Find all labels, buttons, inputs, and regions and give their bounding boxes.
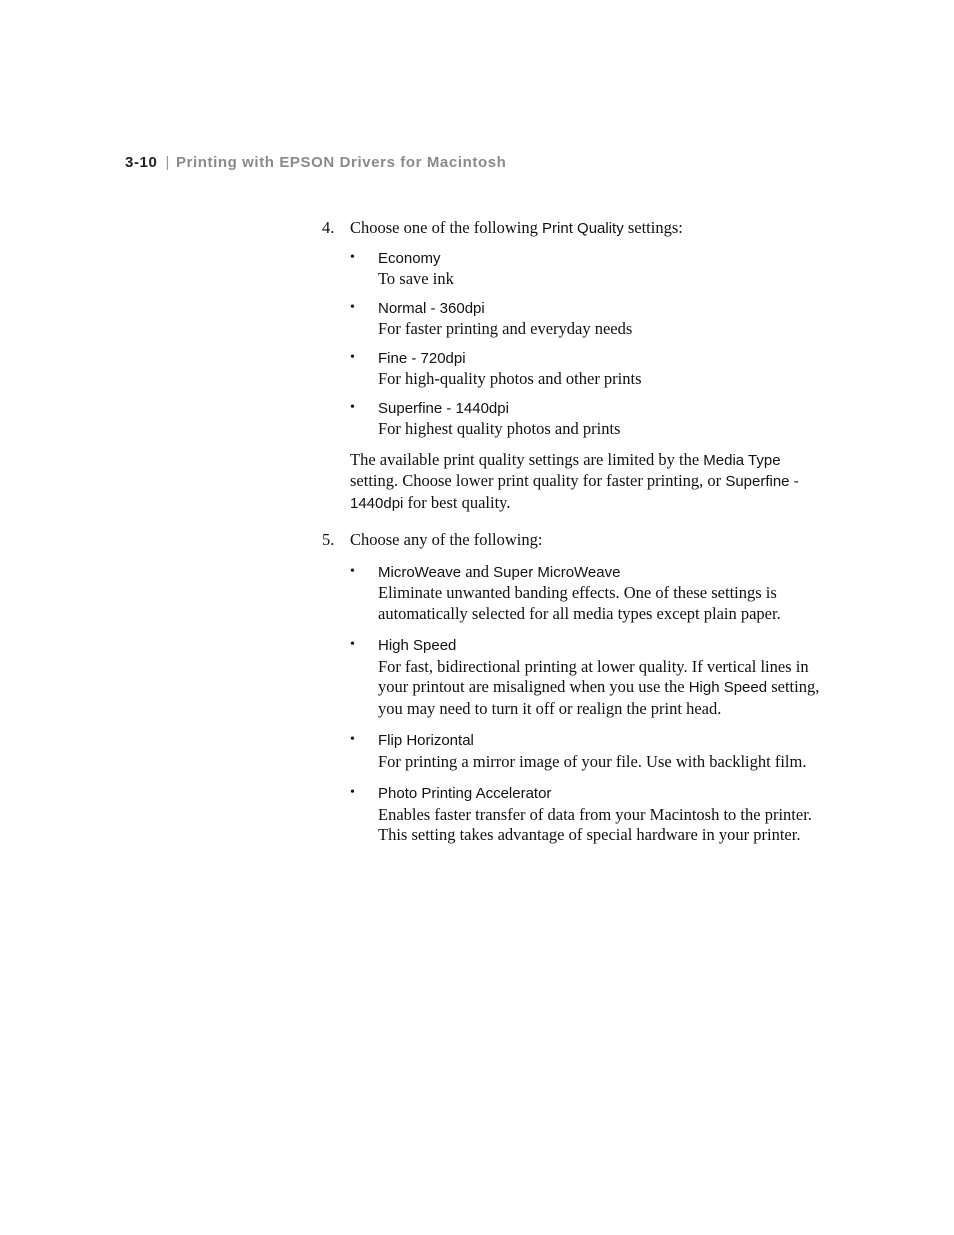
option-description: For high-quality photos and other prints bbox=[378, 369, 642, 388]
bullet-icon: • bbox=[350, 299, 355, 315]
step-number: 4. bbox=[322, 218, 335, 237]
option-label: MicroWeave bbox=[378, 563, 462, 581]
page-body bbox=[322, 218, 832, 846]
term-superfine: Superfine - 1440dpi bbox=[350, 473, 799, 512]
option-label: Economy bbox=[378, 249, 441, 267]
step-number: 5. bbox=[322, 530, 335, 549]
list-item bbox=[350, 298, 832, 340]
step-4 bbox=[322, 218, 832, 514]
option-label: Superfine - 1440dpi bbox=[378, 399, 509, 417]
intro-text-end: settings: bbox=[623, 218, 683, 237]
step-intro bbox=[350, 218, 832, 240]
print-quality-list bbox=[350, 248, 832, 440]
option-label: High Speed bbox=[378, 637, 457, 654]
term-print-quality: Print Quality bbox=[542, 220, 624, 237]
step-5 bbox=[322, 530, 832, 846]
options-list bbox=[350, 562, 832, 846]
term-high-speed: High Speed bbox=[688, 679, 768, 696]
note-text: for best quality. bbox=[403, 492, 511, 512]
description-text: For fast, bidirectional printing at lower quality. If vertical lines in your printout are misaligned when you use the bbox=[378, 656, 809, 696]
option-label: Fine - 720dpi bbox=[378, 349, 466, 367]
bullet-icon: • bbox=[350, 349, 355, 365]
bullet-icon: • bbox=[350, 785, 355, 800]
bullet-icon: • bbox=[350, 637, 355, 652]
list-item bbox=[350, 635, 832, 719]
list-item bbox=[350, 562, 832, 625]
bullet-icon: • bbox=[350, 563, 355, 579]
page-number: 3-10 bbox=[125, 154, 158, 171]
term-media-type: Media Type bbox=[703, 451, 781, 469]
list-item bbox=[350, 248, 832, 290]
option-description: Eliminate unwanted banding effects. One of these settings is automatically selected for all media types except plain paper. bbox=[378, 583, 781, 623]
running-header bbox=[125, 154, 506, 171]
label-connector: and bbox=[461, 561, 494, 581]
list-item bbox=[350, 348, 832, 390]
bullet-icon: • bbox=[350, 732, 355, 747]
quality-note bbox=[350, 450, 832, 515]
option-label: Photo Printing Accelerator bbox=[378, 785, 552, 802]
note-text: The available print quality settings are limited by the bbox=[350, 449, 704, 469]
list-item bbox=[350, 783, 832, 846]
option-label: Flip Horizontal bbox=[378, 732, 474, 749]
option-description: Enables faster transfer of data from your Macintosh to the printer. This setting takes advantage of special hardware in your printer. bbox=[378, 804, 812, 844]
header-separator: | bbox=[165, 154, 170, 171]
chapter-title: Printing with EPSON Drivers for Macintosh bbox=[175, 154, 507, 171]
option-description: For printing a mirror image of your file. Use with backlight film. bbox=[378, 751, 807, 771]
list-item bbox=[350, 730, 832, 772]
intro-text: Choose one of the following bbox=[350, 218, 543, 237]
option-label-secondary: Super MicroWeave bbox=[493, 563, 621, 581]
option-description bbox=[378, 657, 832, 720]
note-text: setting. Choose lower print quality for faster printing, or bbox=[350, 471, 726, 490]
step-intro: Choose any of the following: bbox=[350, 530, 543, 549]
description-text: setting, you may need to turn it off or realign the print head. bbox=[378, 677, 820, 718]
option-description: For highest quality photos and prints bbox=[378, 419, 621, 438]
list-item bbox=[350, 398, 832, 440]
option-description: To save ink bbox=[378, 269, 454, 288]
option-label: Normal - 360dpi bbox=[378, 299, 485, 317]
bullet-icon: • bbox=[350, 249, 355, 265]
bullet-icon: • bbox=[350, 399, 355, 415]
option-description: For faster printing and everyday needs bbox=[378, 319, 633, 338]
